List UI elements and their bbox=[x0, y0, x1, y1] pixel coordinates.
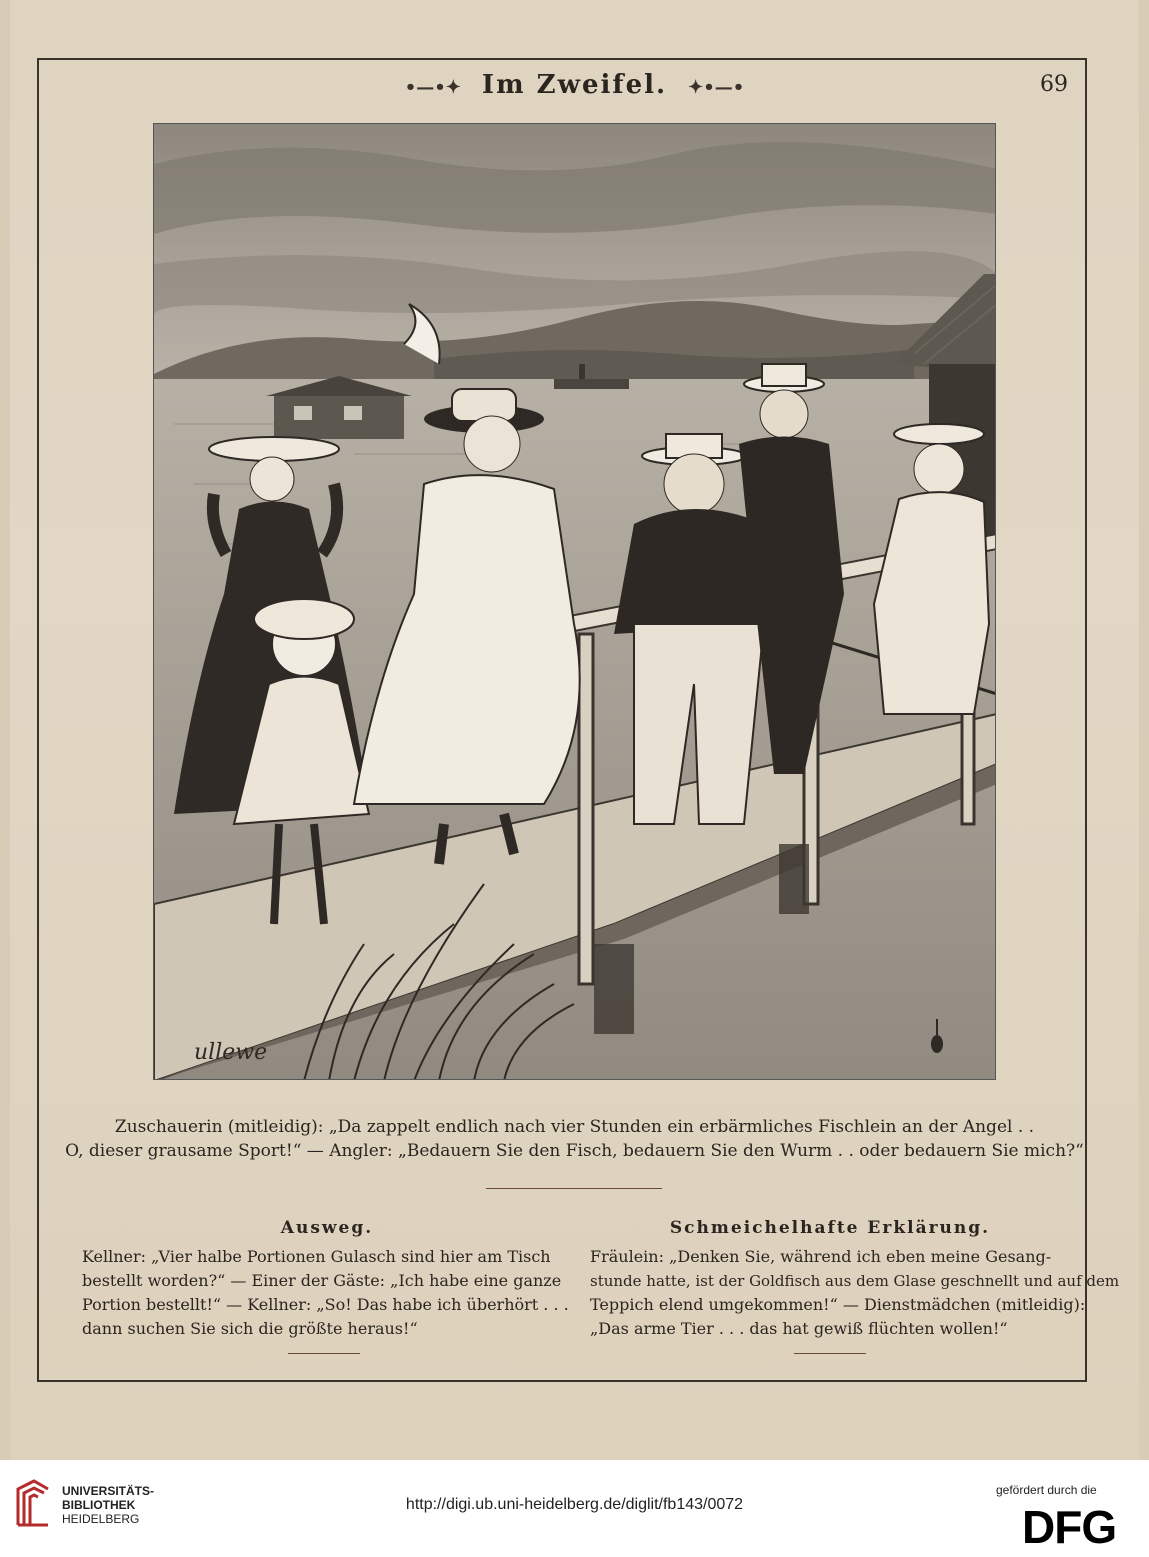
ornament-left: •—•✦ bbox=[404, 77, 461, 98]
artist-signature: ullewe bbox=[194, 1040, 268, 1065]
dfg-logo: DFG bbox=[1022, 1501, 1117, 1553]
page-number: 69 bbox=[1040, 72, 1068, 97]
column-right-line: „Das arme Tier . . . das hat gewiß flüchten wollen!“ bbox=[590, 1319, 1008, 1338]
page-title bbox=[0, 70, 1149, 100]
source-url[interactable]: http://digi.ub.uni-heidelberg.de/diglit/fb143/0072 bbox=[405, 1496, 744, 1513]
caption-line-2: O, dieser grausame Sport!“ — Angler: „Bedauern Sie den Fisch, bedauern Sie den Wurm . . oder bedauern Sie mich?“ bbox=[65, 1141, 1084, 1161]
title-text: Im Zweifel. bbox=[481, 70, 668, 100]
illustration-drawing bbox=[154, 124, 996, 1080]
column-right-line: Fräulein: „Denken Sie, während ich eben meine Gesang- bbox=[590, 1247, 1052, 1266]
divider-left bbox=[288, 1353, 360, 1354]
column-right-text bbox=[590, 1245, 1120, 1341]
caption-line-1: Zuschauerin (mitleidig): „Da zappelt endlich nach vier Stunden ein erbärmliches Fischlein an der Angel . . bbox=[114, 1117, 1035, 1137]
funding-note: gefördert durch die bbox=[996, 1483, 1097, 1497]
illustration bbox=[153, 123, 996, 1080]
column-left-line: Kellner: „Vier halbe Portionen Gulasch sind hier am Tisch bbox=[82, 1247, 551, 1266]
library-name-line3: HEIDELBERG bbox=[62, 1512, 140, 1526]
library-name-line1: UNIVERSITÄTS- bbox=[62, 1484, 155, 1498]
column-left-text bbox=[82, 1245, 572, 1341]
column-left-line: dann suchen Sie sich die größte heraus!“ bbox=[82, 1319, 418, 1338]
column-right-line: stunde hatte, ist der Goldfisch aus dem Glase geschnellt und auf dem bbox=[590, 1272, 1120, 1290]
divider-main bbox=[486, 1188, 662, 1189]
column-left-line: Portion bestellt!“ — Kellner: „So! Das habe ich überhört . . . bbox=[82, 1295, 569, 1314]
column-right-title: Schmeichelhafte Erklärung. bbox=[669, 1218, 991, 1238]
column-left-line: bestellt worden?“ — Einer der Gäste: „Ich habe eine ganze bbox=[82, 1271, 562, 1290]
ornament-right: ✦•—• bbox=[688, 77, 745, 98]
library-name-line2: BIBLIOTHEK bbox=[62, 1498, 136, 1512]
column-right-line: Teppich elend umgekommen!“ — Dienstmädchen (mitleidig): bbox=[590, 1295, 1086, 1314]
divider-right bbox=[794, 1353, 866, 1354]
column-left-title: Ausweg. bbox=[280, 1218, 374, 1238]
